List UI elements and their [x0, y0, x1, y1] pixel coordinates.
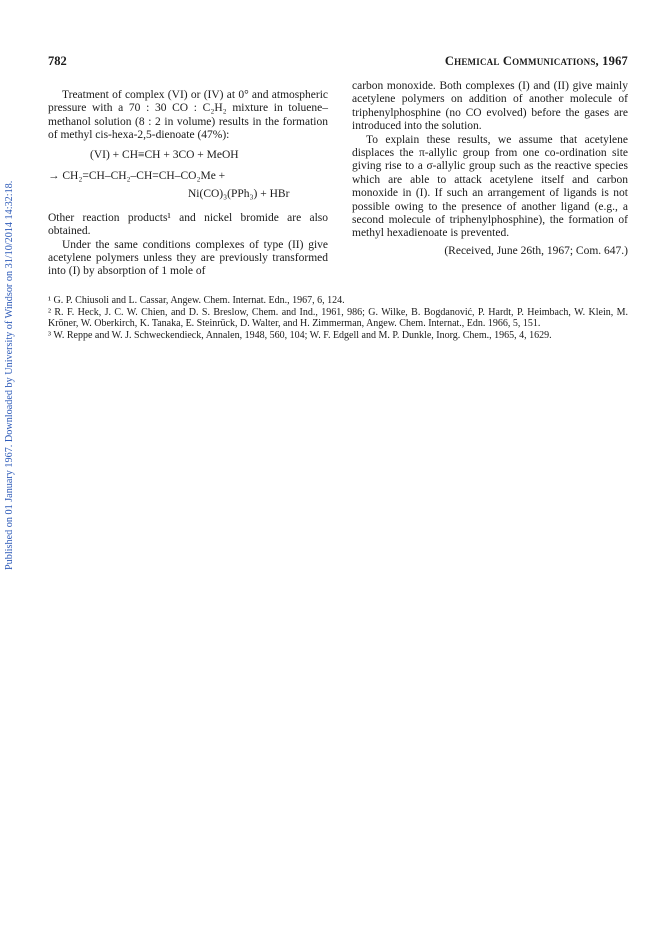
references: [48, 295, 628, 341]
received-line: (Received, June 26th, 1967; Com. 647.): [444, 244, 628, 257]
equation-byproducts: Ni(CO)₃(PPh₃) + HBr: [188, 188, 290, 201]
equation-line-1: [48, 149, 328, 162]
page-number: 782: [48, 54, 67, 68]
equation-reactants: (VI) + CH≡CH + 3CO + MeOH: [90, 148, 239, 161]
paragraph-explanation: To explain these results, we assume that acetylene displaces the π-allylic group from one co-ordination site giving rise to a σ-allylic group such as the reactive species which are able to attack acetylene itself and carbon monoxide in (I). If such an arrangement of ligands is not possible owing to the presence of another ligand (e.g., a second molecule of triphenylphosphine), the formation of methyl hexadienoate is prevented.: [352, 133, 628, 240]
right-column: [352, 80, 628, 258]
download-watermark: [2, 150, 18, 570]
paragraph-carbon-monoxide: carbon monoxide. Both complexes (I) and (II) give mainly acetylene polymers on addition of another molecule of triphenylphosphine (no CO evolved) before the gases are introduced into the solution.: [352, 80, 628, 133]
paragraph-other-products: Other reaction products¹ and nickel bromide are also obtained.: [48, 211, 328, 238]
left-column: [48, 80, 328, 279]
reference-3: ³ W. Reppe and W. J. Schweckendieck, Annalen, 1948, 560, 104; W. F. Edgell and M. P. Dunkle, Inorg. Chem., 1965, 4, 1629.: [48, 329, 552, 341]
paragraph-same-conditions: Under the same conditions complexes of type (II) give acetylene polymers unless they are previously transformed into (I) by absorption of 1 mole of: [48, 238, 328, 278]
equation-line-2: [48, 170, 328, 183]
equation-line-3: [48, 188, 328, 201]
equation-product: → CH₂=CH–CH₂–CH=CH–CO₂Me +: [48, 170, 226, 183]
download-watermark-text: Published on 01 January 1967. Downloaded by University of Windsor on 31/10/2014 14:32:18.: [4, 180, 15, 570]
paragraph-treatment: Treatment of complex (VI) or (IV) at 0° and atmospheric pressure with a 70 : 30 CO : C₂H₂ mixture in toluene–methanol solution (8 : 2 in volume) results in the formation of methyl cis-hexa-2,5-dienoate (47%):: [48, 89, 328, 142]
journal-title: Chemical Communications, 1967: [444, 54, 628, 68]
reference-2: ² R. F. Heck, J. C. W. Chien, and D. S. Breslow, Chem. and Ind., 1961, 986; G. Wilke, B. Bogdanović, P. Hardt, P. Heimbach, W. Klein, M. Kröner, W. Oberkirch, K. Tanaka, E. Steinrück, D. Walter, and H. Zimmerman, Angew. Chem. Internat., Edn. 1966, 5, 151.: [48, 306, 628, 330]
reference-1: ¹ G. P. Chiusoli and L. Cassar, Angew. Chem. Internat. Edn., 1967, 6, 124.: [48, 295, 345, 306]
